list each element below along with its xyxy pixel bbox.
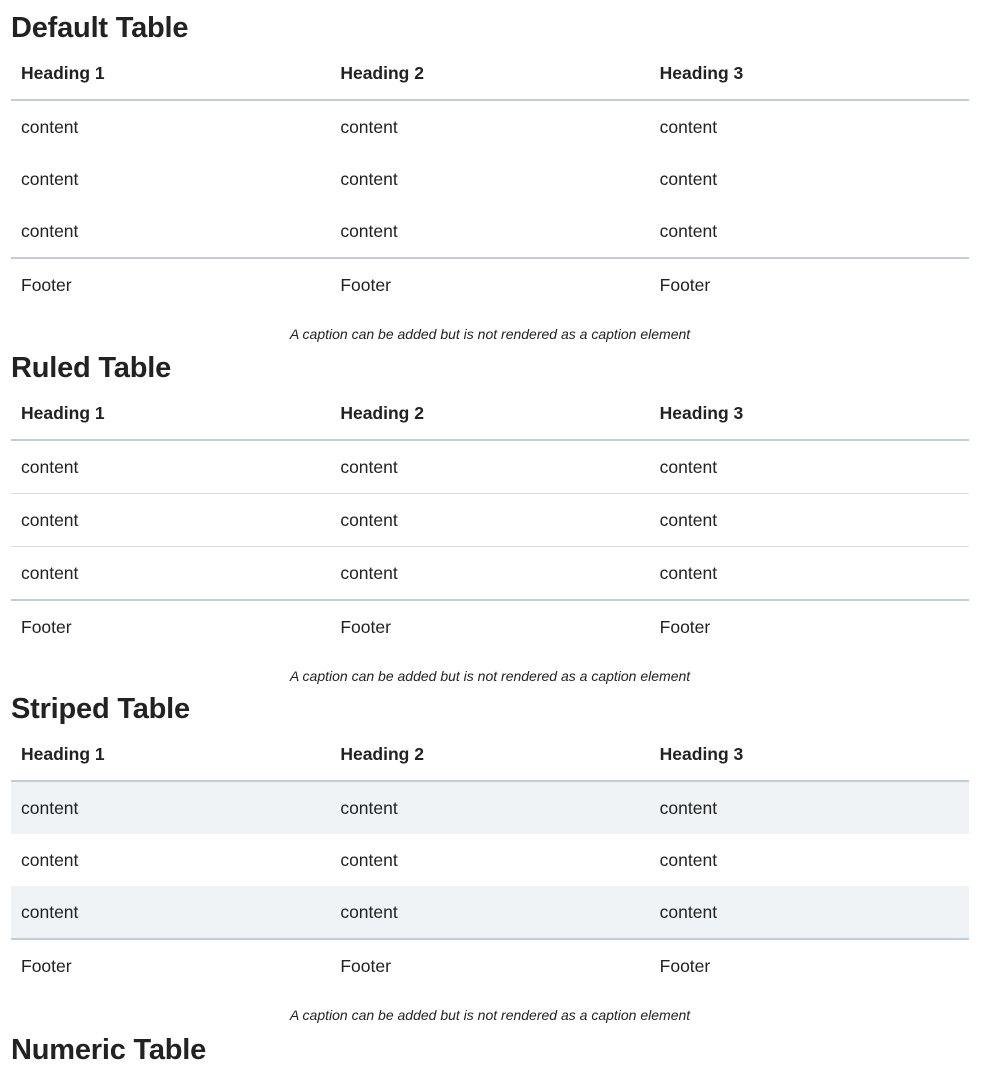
table-cell: content [659,509,718,530]
table-cell: content [21,509,79,530]
table-heading: Heading 1 [21,63,105,83]
default-table-section [11,0,969,351]
table-footer-cell: Footer [340,616,391,637]
table-cell: content [659,849,718,870]
table-cell: content [340,509,398,530]
default-table [11,48,969,311]
table-row [11,153,969,205]
table-row [11,834,969,886]
table-heading: Heading 1 [21,403,105,423]
table-footer-cell: Footer [21,616,72,637]
table-heading: Heading 2 [340,403,424,423]
ruled-table-section [11,340,969,693]
table-row [11,886,969,939]
table-cell: content [340,849,398,870]
table-cell: content [340,901,398,922]
striped-table-title: Striped Table [11,693,190,725]
table-cell: content [659,116,718,137]
table-cell: content [659,797,718,818]
table-row [11,494,969,547]
table-caption: A caption can be added but is not rendered as a caption element [289,1007,691,1023]
table-header-row [11,388,969,440]
table-cell: content [659,456,718,477]
table-cell: content [340,220,398,241]
table-footer-row [11,258,969,311]
table-row [11,100,969,153]
table-cell: content [21,797,79,818]
table-cell: content [659,220,718,241]
table-heading: Heading 2 [340,744,424,764]
table-cell: content [340,562,398,583]
table-cell: content [340,797,398,818]
table-header-row [11,729,969,781]
table-cell: content [21,901,79,922]
table-cell: content [340,168,398,189]
table-cell: content [21,562,79,583]
table-cell: content [340,116,398,137]
table-heading: Heading 3 [659,403,744,423]
table-header-row [11,48,969,100]
table-caption: A caption can be added but is not rendered as a caption element [289,668,691,684]
table-footer-cell: Footer [659,616,711,637]
table-cell: content [21,116,79,137]
table-row [11,440,969,494]
ruled-table [11,388,969,653]
table-footer-row [11,600,969,653]
striped-table-section [11,681,969,1032]
table-caption: A caption can be added but is not rendered as a caption element [289,326,691,342]
table-heading: Heading 1 [21,744,105,764]
table-cell: content [21,220,79,241]
table-footer-cell: Footer [340,955,391,976]
table-cell: content [21,456,79,477]
default-table-title: Default Table [11,12,189,44]
table-cell: content [659,562,718,583]
table-heading: Heading 3 [659,63,744,83]
striped-table [11,729,969,992]
table-heading: Heading 2 [340,63,424,83]
table-cell: content [659,168,718,189]
table-cell: content [21,849,79,870]
table-cell: content [659,901,718,922]
numeric-table-title: Numeric Table [11,1034,207,1066]
table-footer-row [11,939,969,992]
table-row [11,781,969,834]
table-cell: content [340,456,398,477]
table-row [11,205,969,258]
table-footer-cell: Footer [659,274,711,295]
table-row [11,547,969,601]
table-footer-cell: Footer [659,955,711,976]
table-heading: Heading 3 [659,744,744,764]
table-footer-cell: Footer [340,274,391,295]
ruled-table-title: Ruled Table [11,352,172,384]
table-footer-cell: Footer [21,955,72,976]
numeric-table-section [11,1022,969,1070]
table-cell: content [21,168,79,189]
table-footer-cell: Footer [21,274,72,295]
